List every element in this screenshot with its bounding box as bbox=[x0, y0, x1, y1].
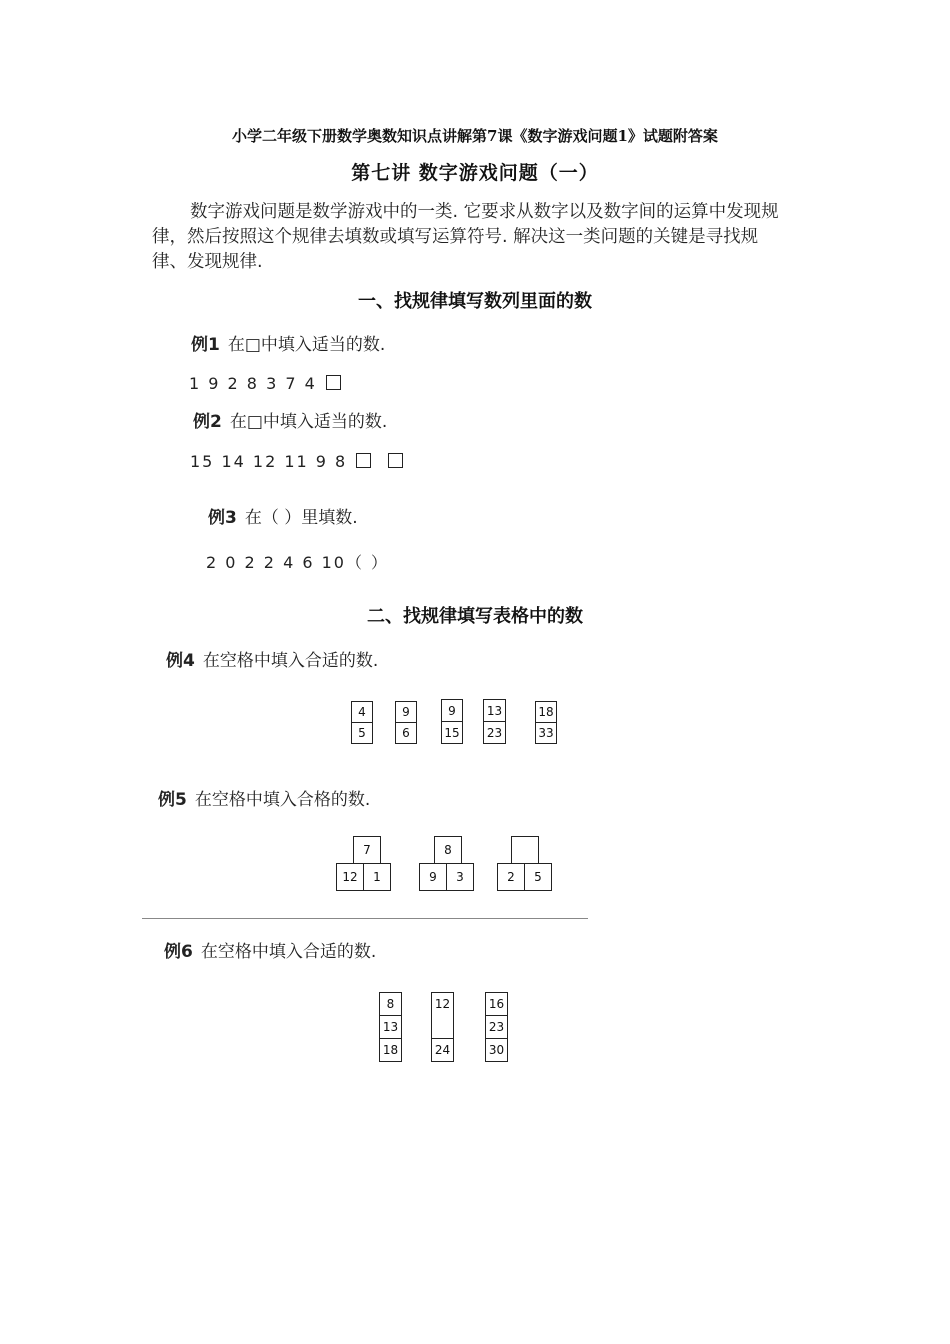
example-2-label: 例2 bbox=[193, 412, 222, 432]
answer-box[interactable] bbox=[326, 375, 341, 390]
example-1-sequence: 1 9 2 8 3 7 4 bbox=[189, 374, 317, 393]
cell-left: 9 bbox=[419, 863, 447, 891]
example-6-heading bbox=[164, 937, 376, 962]
answer-box[interactable] bbox=[356, 453, 371, 468]
cell-top: 4 bbox=[351, 701, 373, 723]
cell-left: 2 bbox=[497, 863, 525, 891]
example-3-label: 例3 bbox=[208, 508, 237, 528]
example-4-pair-2 bbox=[395, 701, 417, 744]
cell-bottom: 5 bbox=[351, 722, 373, 744]
cell-top: 18 bbox=[535, 701, 557, 723]
cell-left: 12 bbox=[336, 863, 364, 891]
document-title: 小学二年级下册数学奥数知识点讲解第7课《数字游戏问题1》试题附答案 bbox=[232, 127, 718, 145]
example-6-column-2 bbox=[431, 992, 454, 1062]
cell-bottom: 15 bbox=[441, 721, 463, 744]
cell-3: 24 bbox=[431, 1038, 454, 1062]
example-2-prompt: 在□中填入适当的数. bbox=[229, 412, 388, 432]
example-2-sequence: 15 14 12 11 9 8 bbox=[190, 452, 348, 471]
example-1-sequence-row bbox=[189, 374, 341, 393]
cell-bottom: 33 bbox=[535, 722, 557, 744]
example-6-prompt: 在空格中填入合适的数. bbox=[200, 942, 377, 962]
example-5-label: 例5 bbox=[158, 790, 187, 810]
cell-bottom: 23 bbox=[483, 721, 506, 744]
cell-1: 16 bbox=[485, 992, 508, 1016]
example-1-heading bbox=[191, 330, 385, 355]
cell-right: 3 bbox=[446, 863, 474, 891]
cell-top-empty[interactable] bbox=[511, 836, 539, 864]
example-4-heading bbox=[166, 646, 378, 671]
cell-top: 9 bbox=[441, 699, 463, 722]
cell-top: 8 bbox=[434, 836, 462, 864]
example-4-pair-4 bbox=[483, 699, 506, 744]
section-1-title: 一、找规律填写数列里面的数 bbox=[358, 291, 592, 312]
cell-top: 13 bbox=[483, 699, 506, 722]
example-5-prompt: 在空格中填入合格的数. bbox=[194, 790, 371, 810]
cell-2-empty[interactable] bbox=[431, 1015, 454, 1039]
section-2-title: 二、找规律填写表格中的数 bbox=[367, 606, 583, 627]
example-6-column-1 bbox=[379, 992, 402, 1062]
example-2-heading bbox=[193, 407, 387, 432]
cell-1: 8 bbox=[379, 992, 402, 1016]
cell-top: 9 bbox=[395, 701, 417, 723]
example-4-label: 例4 bbox=[166, 651, 195, 671]
intro-paragraph: 数字游戏问题是数学游戏中的一类. 它要求从数字以及数字间的运算中发现规律，然后按照这个规律去填数或填写运算符号. 解决这一类问题的关键是寻找规律、发现规律. bbox=[152, 202, 779, 272]
cell-1: 12 bbox=[431, 992, 454, 1016]
cell-2: 23 bbox=[485, 1015, 508, 1039]
example-1-label: 例1 bbox=[191, 335, 220, 355]
example-4-pair-5 bbox=[535, 701, 557, 744]
cell-3: 18 bbox=[379, 1038, 402, 1062]
example-5-heading bbox=[158, 785, 370, 810]
example-2-sequence-row bbox=[190, 452, 403, 471]
example-3-heading bbox=[208, 503, 358, 528]
cell-2: 13 bbox=[379, 1015, 402, 1039]
example-4-pair-1 bbox=[351, 701, 373, 744]
cell-right: 1 bbox=[363, 863, 391, 891]
divider bbox=[142, 918, 588, 919]
example-3-sequence: 2 0 2 2 4 6 10（ ） bbox=[206, 553, 390, 572]
example-6-column-3 bbox=[485, 992, 508, 1062]
example-4-pair-3 bbox=[441, 699, 463, 744]
cell-top: 7 bbox=[353, 836, 381, 864]
example-3-prompt: 在（ ）里填数. bbox=[244, 508, 358, 528]
lecture-title: 第七讲 数字游戏问题（一） bbox=[351, 162, 599, 184]
example-6-label: 例6 bbox=[164, 942, 193, 962]
answer-box[interactable] bbox=[388, 453, 403, 468]
cell-bottom: 6 bbox=[395, 722, 417, 744]
cell-3: 30 bbox=[485, 1038, 508, 1062]
cell-right: 5 bbox=[524, 863, 552, 891]
example-4-prompt: 在空格中填入合适的数. bbox=[202, 651, 379, 671]
example-1-prompt: 在□中填入适当的数. bbox=[227, 335, 386, 355]
